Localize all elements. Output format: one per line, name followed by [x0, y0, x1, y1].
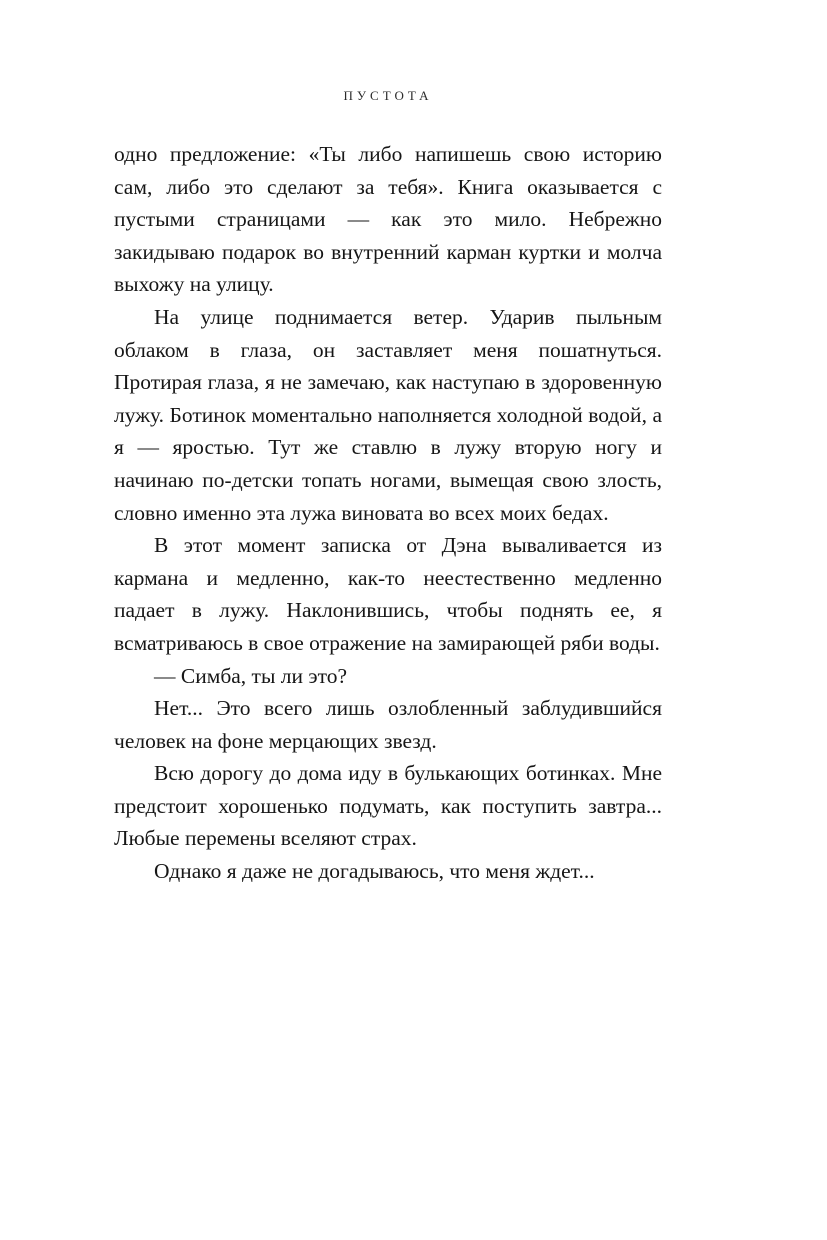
paragraph: Всю дорогу до дома иду в булькающих ботинках. Мне предстоит хорошенько подумать, как поступить завтра... Любые перемены вселяют страх.: [114, 761, 662, 851]
paragraph: одно предложение: «Ты либо напишешь свою историю сам, либо это сделают за тебя». Книга оказывается с пустыми страницами — как это мило. Небрежно закидываю подарок во внутренний карман куртки и молча выхожу на улицу.: [114, 142, 662, 297]
running-header: ПУСТОТА: [343, 88, 433, 103]
paragraph: На улице поднимается ветер. Ударив пыльным облаком в глаза, он заставляет меня пошатнуться. Протирая глаза, я не замечаю, как наступаю в здоровенную лужу. Ботинок моментально наполняется холодной водой, а я — яростью. Тут же ставлю в лужу вторую ногу и начинаю по-детски топать ногами, вымещая свою злость, словно именно эта лужа виновата во всех моих бедах.: [114, 304, 662, 525]
paragraph-dialogue: — Симба, ты ли это?: [154, 663, 348, 688]
paragraph: В этот момент записка от Дэна вываливается из кармана и медленно, как-то неестественно медленно падает в лужу. Наклонившись, чтобы поднять ее, я всматриваюсь в свое отражение на замирающей ряби воды.: [114, 533, 662, 655]
paragraph: Нет... Это всего лишь озлобленный заблудившийся человек на фоне мерцающих звезд.: [114, 696, 662, 753]
text-block: [114, 138, 662, 888]
paragraph: Однако я даже не догадываюсь, что меня ждет...: [154, 859, 595, 884]
